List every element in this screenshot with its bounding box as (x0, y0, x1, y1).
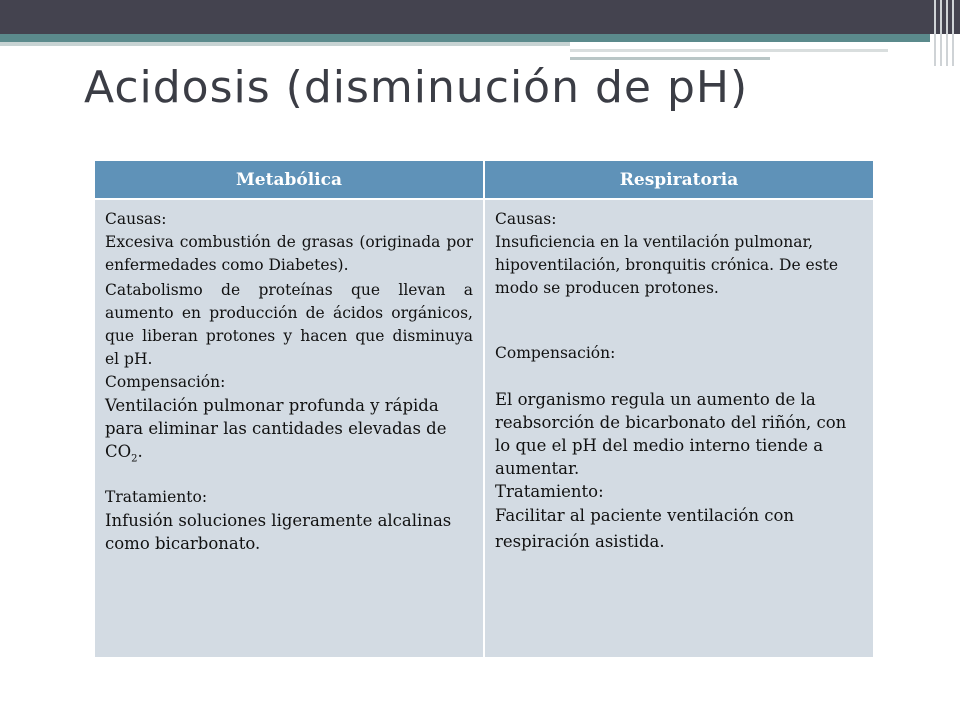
metabolica-compensacion-label: Compensación: (105, 373, 226, 391)
cell-metabolica (95, 199, 484, 657)
corner-rails (926, 0, 960, 66)
respiratoria-tratamiento-label: Tratamiento: (495, 482, 604, 501)
comparison-table (95, 161, 873, 657)
metabolica-tratamiento-label: Tratamiento: (105, 488, 208, 506)
metabolica-causa-1: Excesiva combustión de grasas (originada por enfermedades como Diabetes). (105, 233, 473, 274)
metabolica-causas-label: Causas: (105, 210, 167, 228)
table-header-row (95, 161, 873, 199)
header-metabolica: Metabólica (95, 161, 484, 199)
respiratoria-compensacion-text: El organismo regula un aumento de la reabsorción de bicarbonato del riñón, con lo que el pH del medio interno tiende a aumentar. (495, 390, 847, 478)
slide-title: Acidosis (disminución de pH) (84, 62, 749, 113)
respiratoria-tratamiento-text: Facilitar al paciente ventilación con respiración asistida. (495, 506, 795, 551)
header-respiratoria: Respiratoria (484, 161, 873, 199)
accent-line (570, 49, 888, 52)
respiratoria-compensacion-label: Compensación: (495, 344, 616, 362)
top-bar (0, 0, 960, 34)
cell-respiratoria (484, 199, 873, 657)
accent-stripe (0, 34, 930, 42)
accent-stripe-light (0, 42, 570, 46)
metabolica-causa-2: Catabolismo de proteínas que llevan a aumento en producción de ácidos orgánicos, que liberan protones y hacen que disminuya el pH. (105, 281, 473, 368)
respiratoria-causas-label: Causas: (495, 210, 557, 228)
table-body-row (95, 199, 873, 657)
metabolica-compensacion-text: Ventilación pulmonar profunda y rápida para eliminar las cantidades elevadas de $CO_2$. (105, 396, 447, 465)
metabolica-tratamiento-text: Infusión soluciones ligeramente alcalinas como bicarbonato. (105, 511, 452, 553)
accent-line-gray (570, 57, 770, 60)
respiratoria-causa-1: Insuficiencia en la ventilación pulmonar, hipoventilación, bronquitis crónica. De este modo se producen protones. (495, 233, 839, 297)
